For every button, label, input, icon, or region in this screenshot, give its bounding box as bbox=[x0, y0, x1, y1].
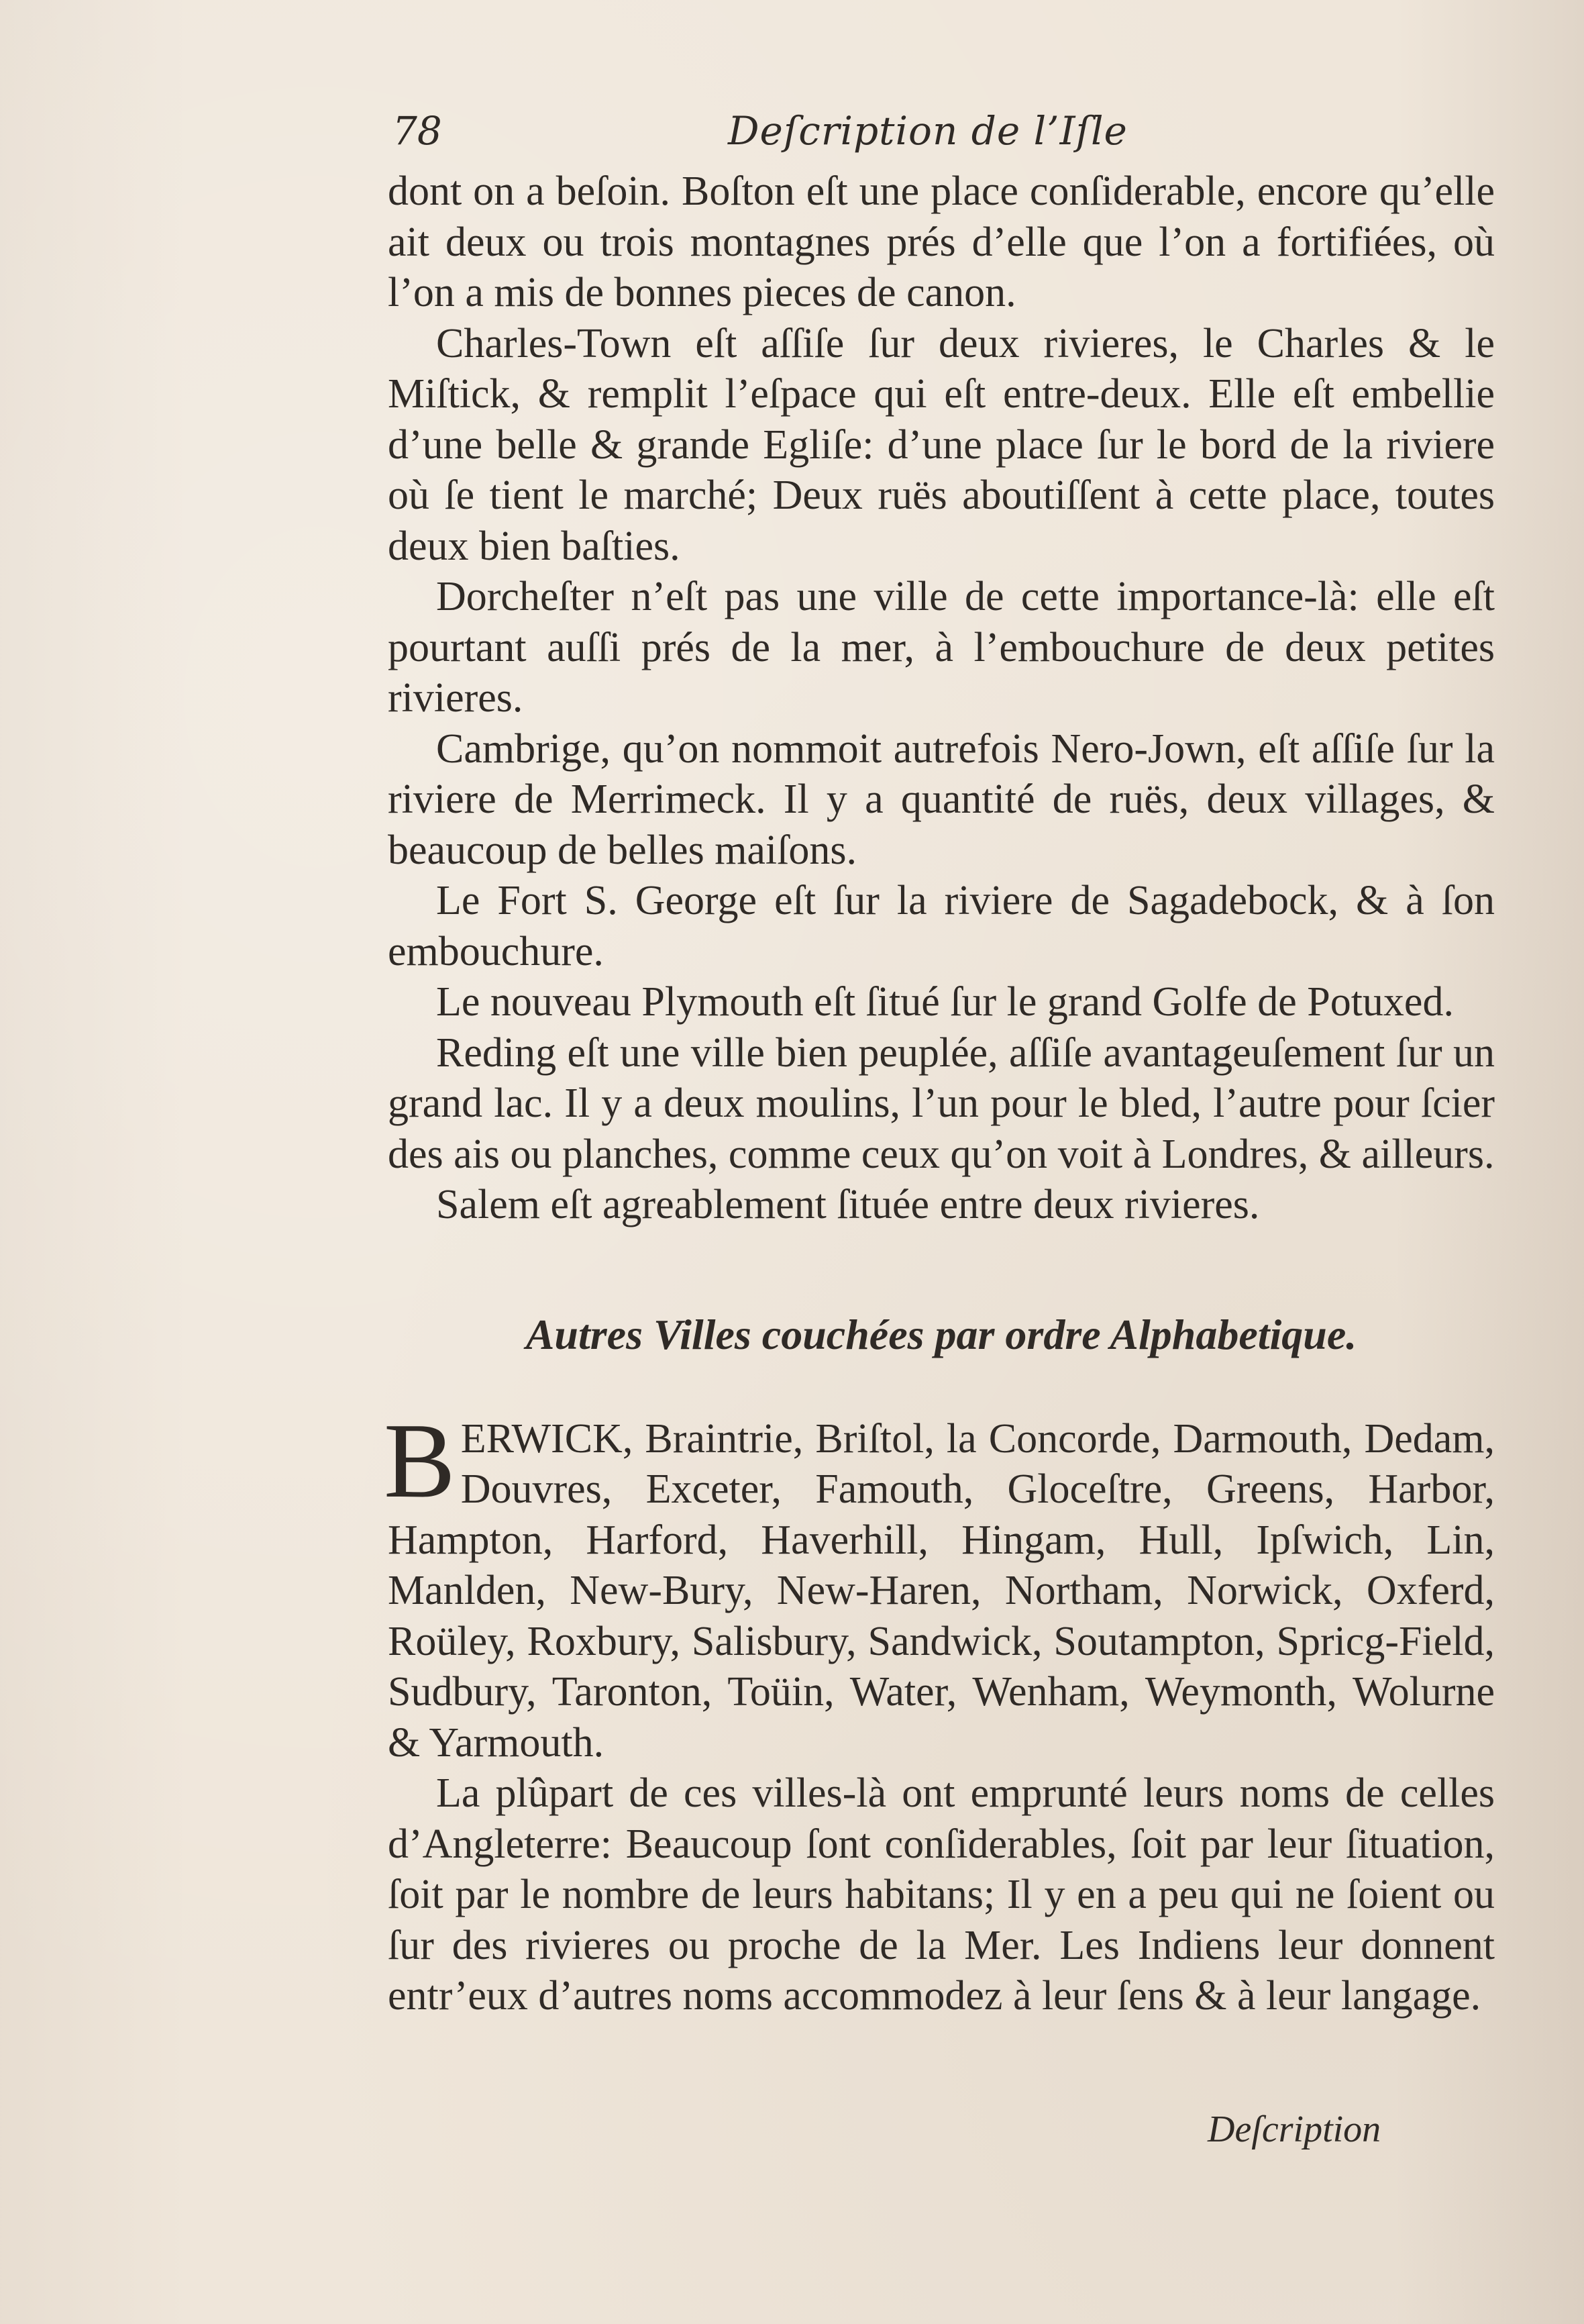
paragraph-boston: dont on a beſoin. Boſton eſt une place conſiderable, encore qu’elle ait deux ou trois montagnes prés d’elle que l’on a fortifiées, où l’on a mis de bonnes pieces de canon. bbox=[388, 168, 1495, 315]
paragraph-charles-town: Charles-Town eſt aſſiſe ſur deux rivieres, le Charles & le Miſtick, & remplit l’eſpace qui eſt entre-deux. Elle eſt embellie d’une belle & grande Egliſe: d’une place ſur le bord de la riviere où ſe tient le marché; Deux ruës aboutiſſent à cette place, toutes deux bien baſties. bbox=[388, 320, 1495, 569]
section-heading: Autres Villes couchées par ordre Alphabetique. bbox=[525, 1310, 1357, 1358]
page-number: 78 bbox=[392, 108, 442, 154]
paragraph-dorchester: Dorcheſter n’eſt pas une ville de cette importance-là: elle eſt pourtant auſſi prés de la mer, à l’embouchure de deux petites rivieres. bbox=[388, 574, 1495, 721]
paragraph-fort-st-george: Le Fort S. George eſt ſur la riviere de Sagadebock, & à ſon embouchure. bbox=[388, 878, 1495, 974]
drop-cap: B bbox=[384, 1400, 456, 1520]
paragraph-reding: Reding eſt une ville bien peuplée, aſſiſe avantageuſement ſur un grand lac. Il y a deux moulins, l’un pour le bled, l’autre pour ſcier des ais ou planches, comme ceux qu’on voit à Londres, & ailleurs. bbox=[388, 1029, 1495, 1177]
main-text bbox=[384, 166, 1495, 2022]
paragraph-closing: La plûpart de ces villes-là ont emprunté leurs noms de celles d’Angleterre: Beaucoup ſont conſiderables, ſoit par leur ſituation, ſoit par le nombre de leurs habitans; Il y en a peu qui ne ſoient ou ſur des rivieres ou proche de la Mer. Les Indiens leur donnent entr’eux d’autres noms accommodez à leur ſens & à leur langage. bbox=[388, 1770, 1495, 2019]
town-list-text: ERWICK, Braintrie, Briſtol, la Concorde, Darmouth, Dedam, Douvres, Exceter, Famouth, Gloceſtre, Greens, Harbor, Hampton, Harford, Haverhill, Hingam, Hull, Ipſwich, Lin, Manlden, New-Bury, New-Haren, Northam, Norwick, Oxferd, Roüley, Roxbury, Salisbury, Sandwick, Soutampton, Spricg-Field, Sudbury, Taronton, Toüin, Water, Wenham, Weymonth, Wolurne & Yarmouth. bbox=[388, 1415, 1495, 1766]
catchword: Deſcription bbox=[1208, 2109, 1381, 2150]
running-head bbox=[392, 101, 1466, 161]
running-head-title: Deſcription de l’Iſle bbox=[728, 108, 1128, 154]
paragraph-plymouth: Le nouveau Plymouth eſt ſitué ſur le grand Golfe de Potuxed. bbox=[436, 979, 1454, 1025]
paragraph-cambrige: Cambrige, qu’on nommoit autrefois Nero-Jown, eſt aſſiſe ſur la riviere de Merrimeck. Il y a quantité de ruës, deux villages, & beaucoup de belles maiſons. bbox=[388, 725, 1495, 873]
paragraph-salem: Salem eſt agreablement ſituée entre deux rivieres. bbox=[436, 1182, 1260, 1227]
town-list-paragraph bbox=[384, 1400, 1495, 1769]
